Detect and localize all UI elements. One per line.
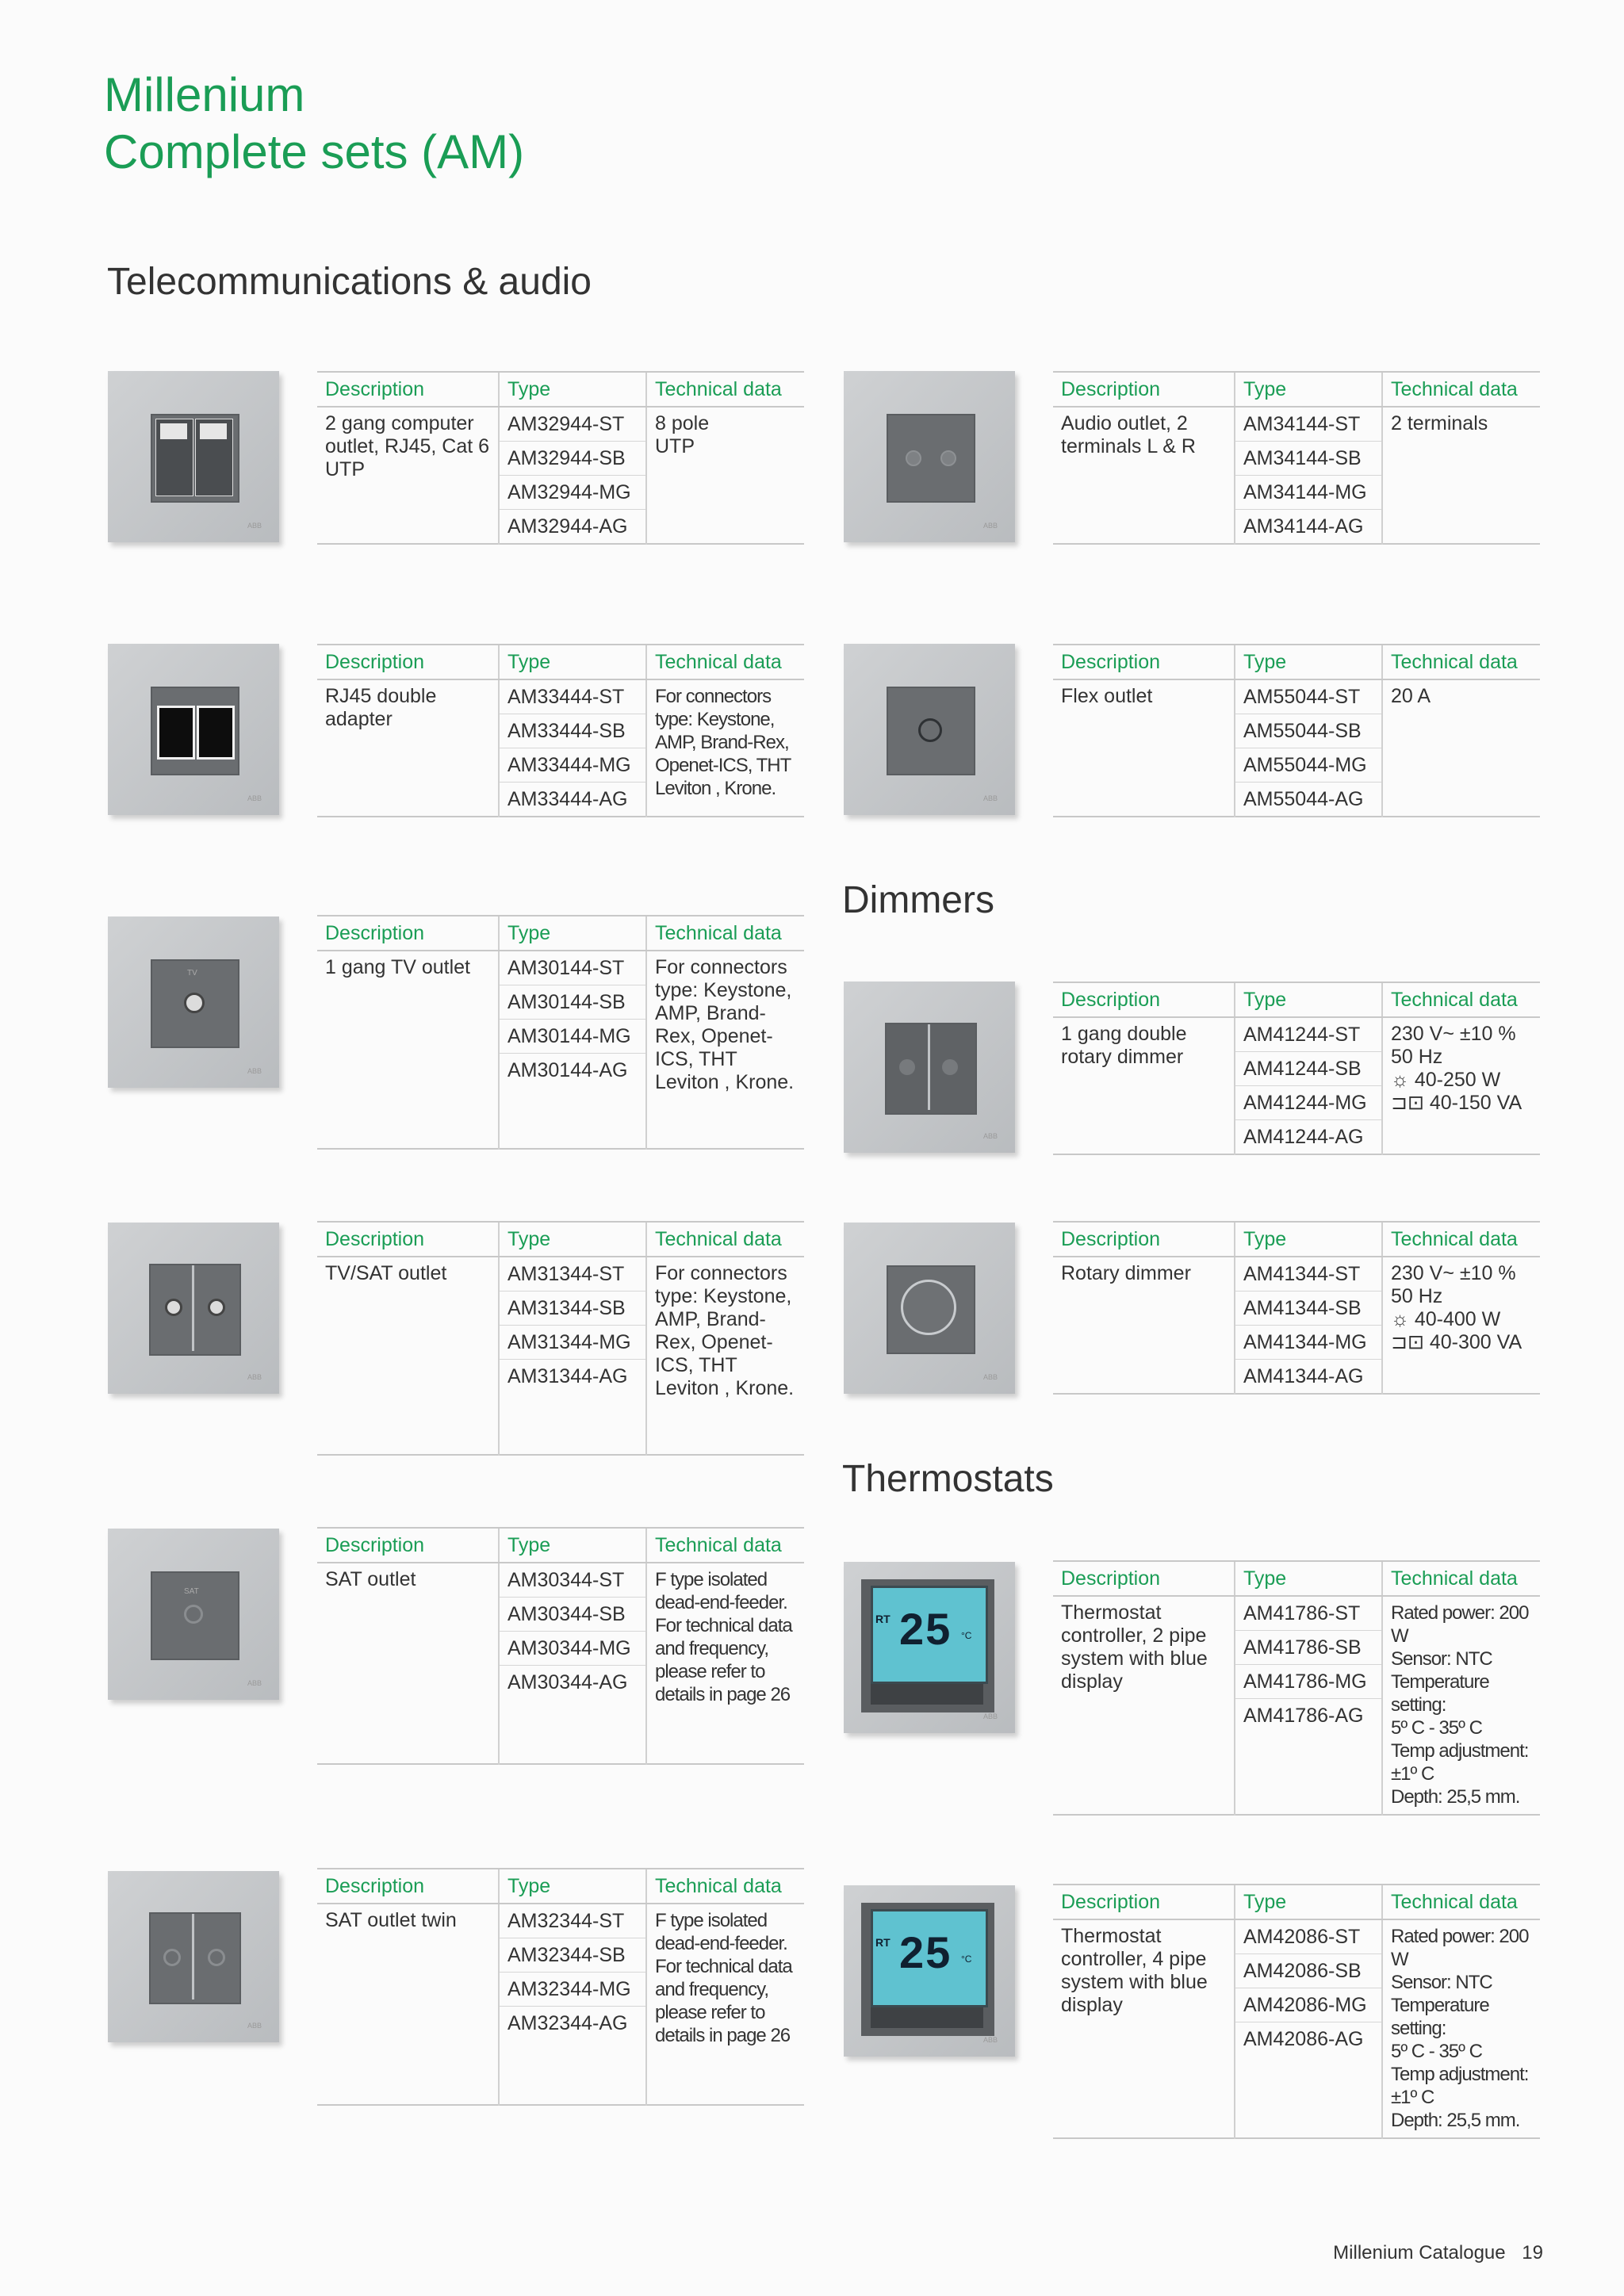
section-dimmers-heading: Dimmers — [842, 879, 994, 921]
page-title-line1: Millenium — [104, 68, 305, 121]
product-image-tv-sat-outlet: ABB — [108, 1223, 279, 1394]
table-product-p9: Description Type Technical data SAT outlet AM30344-ST AM30344-SB AM30344-MG AM30344-AG F type isolated dead-end-feeder. For technical data and frequency, please refer to details in page 26 — [317, 1527, 804, 1765]
product-image-thermostat-2pipe: RT 25 °C ABB — [844, 1562, 1015, 1733]
table-product-p8: Description Type Technical data Rotary dimmer AM41344-ST AM41344-SB AM41344-MG AM41344-AG 230 V~ ±10 % 50 Hz ☼ 40-400 W ⊐⊡ 40-300 VA — [1053, 1221, 1540, 1395]
page-title-line2: Complete sets (AM) — [104, 125, 525, 178]
table-product-p10: Description Type Technical data Thermostat controller, 2 pipe system with blue display AM41786-ST AM41786-SB AM41786-MG AM41786-AG Rated power: 200 W Sensor: NTC Temperature setting: 5º C - 35º C Temp adjustment: ±1º C Depth: 25,5 mm. — [1053, 1560, 1540, 1816]
product-image-audio-outlet: ABB — [844, 371, 1015, 542]
table-product-p5: Description Type Technical data 1 gang TV outlet AM30144-ST AM30144-SB AM30144-MG AM30144-AG For connectors type: Keystone, AMP, Brand-Rex, Openet-ICS, THT Leviton , Krone. — [317, 915, 804, 1150]
table-product-p11: Description Type Technical data SAT outlet twin AM32344-ST AM32344-SB AM32344-MG AM32344-AG F type isolated dead-end-feeder. For technical data and frequency, please refer to details in page 26 — [317, 1868, 804, 2106]
page-footer — [1333, 2242, 1543, 2264]
product-image-rj45-adapter: ABB — [108, 644, 279, 815]
description-cell: 2 gang computer outlet, RJ45, Cat 6 UTP — [325, 412, 490, 480]
product-image-double-dimmer: ABB — [844, 982, 1015, 1153]
product-image-sat-outlet: SAT ABB — [108, 1529, 279, 1700]
table-product-p6: Description Type Technical data 1 gang double rotary dimmer AM41244-ST AM41244-SB AM41244-MG AM41244-AG 230 V~ ±10 % 50 Hz ☼ 40-250 W ⊐⊡ 40-150 VA — [1053, 982, 1540, 1155]
section-telecom-heading: Telecommunications & audio — [107, 261, 592, 303]
table-product-p12: Description Type Technical data Thermostat controller, 4 pipe system with blue display AM42086-ST AM42086-SB AM42086-MG AM42086-AG Rated power: 200 W Sensor: NTC Temperature setting: 5º C - 35º C Temp adjustment: ±1º C Depth: 25,5 mm. — [1053, 1884, 1540, 2139]
product-image-rj45-outlet: ABB — [108, 371, 279, 542]
product-image-sat-outlet-twin: ABB — [108, 1871, 279, 2042]
product-image-thermostat-4pipe: RT 25 °C ABB — [844, 1885, 1015, 2057]
table-product-p7: Description Type Technical data TV/SAT outlet AM31344-ST AM31344-SB AM31344-MG AM31344-AG For connectors type: Keystone, AMP, Brand-Rex, Openet-ICS, THT Leviton , Krone. — [317, 1221, 804, 1456]
product-image-tv-outlet: TV ABB — [108, 916, 279, 1088]
table-product-p4: Description Type Technical data Flex outlet AM55044-ST AM55044-SB AM55044-MG AM55044-AG 20 A — [1053, 644, 1540, 817]
section-thermostats-heading: Thermostats — [842, 1458, 1054, 1500]
product-image-rotary-dimmer: ABB — [844, 1223, 1015, 1394]
table-product-p3: Description Type Technical data RJ45 double adapter AM33444-ST AM33444-SB AM33444-MG AM33444-AG For connectors type: Keystone, AMP, Brand-Rex, Openet-ICS, THT Leviton , Krone. — [317, 644, 804, 817]
product-image-flex-outlet: ABB — [844, 644, 1015, 815]
page-number: 19 — [1522, 2242, 1543, 2263]
table-product-p2: Description Type Technical data Audio outlet, 2 terminals L & R AM34144-ST AM34144-SB AM34144-MG AM34144-AG 2 terminals — [1053, 371, 1540, 545]
table-product-p1: Description Type Technical data 2 gang computer outlet, RJ45, Cat 6 UTP AM32944-ST AM32944-SB AM32944-MG AM32944-AG 8 pole UTP — [317, 371, 804, 545]
catalogue-name: Millenium Catalogue — [1333, 2242, 1506, 2263]
